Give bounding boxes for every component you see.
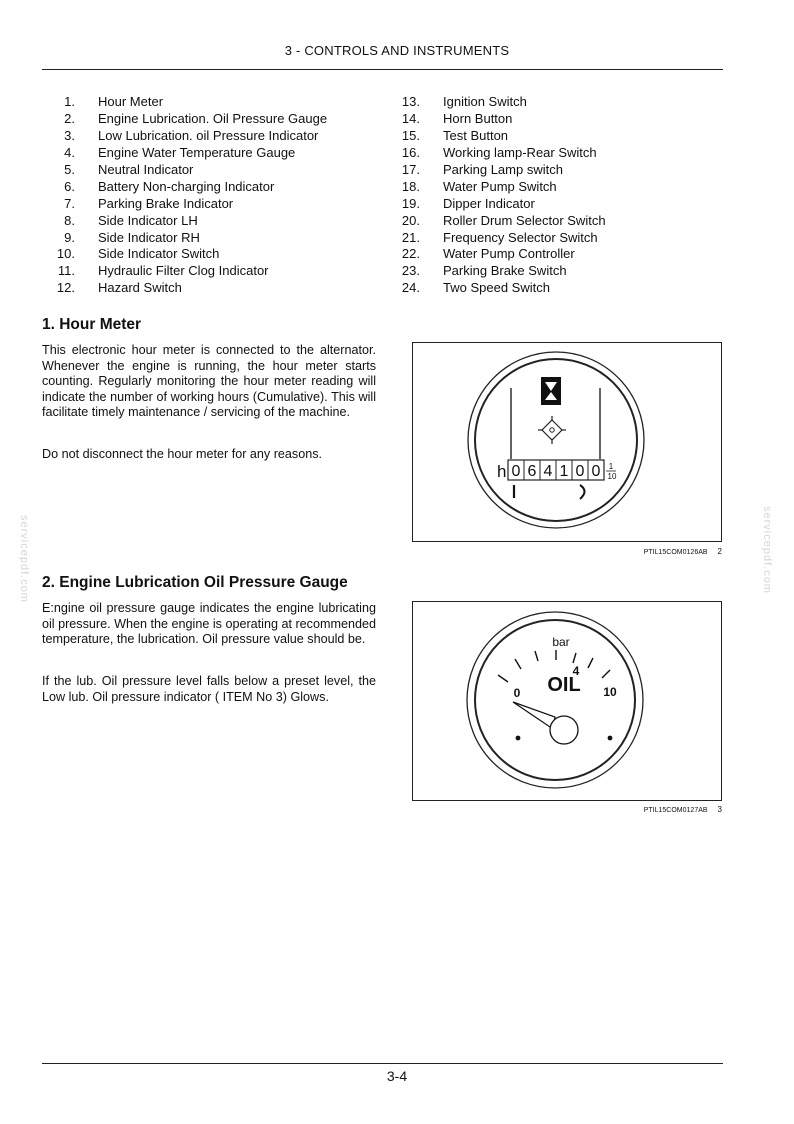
list-item: [42, 230, 327, 247]
item-number: 18.: [401, 178, 420, 194]
item-number: 4.: [64, 144, 75, 160]
item-label: Side Indicator RH: [98, 229, 200, 245]
item-number: 22.: [401, 246, 420, 262]
item-number: 12.: [56, 280, 75, 296]
list-item: [42, 246, 327, 263]
item-label: Engine Lubrication. Oil Pressure Gauge: [98, 110, 328, 126]
item-number: 17.: [401, 161, 420, 177]
list-item: [390, 246, 606, 263]
item-label: Horn Button: [443, 110, 513, 126]
list-item: [42, 111, 327, 128]
item-label: Side Indicator Switch: [98, 246, 220, 262]
header-divider: [42, 69, 723, 70]
section-title-oil-pressure-gauge: 2. Engine Lubrication Oil Pressure Gauge: [42, 574, 348, 591]
item-label: Engine Water Temperature Gauge: [98, 144, 296, 160]
list-item: [390, 145, 606, 162]
paragraph-oil-gauge-description: E:ngine oil pressure gauge indicates the engine lubricating oil pressure. When the engine is operating at recommended temperature, the lubrication. Oil pressure value should be.: [42, 601, 376, 647]
counter-digit: 0: [591, 463, 601, 480]
item-label: Water Pump Switch: [443, 178, 557, 194]
gauge-unit: bar: [552, 635, 570, 649]
item-label: Hazard Switch: [98, 280, 182, 296]
figure-hour-meter: [412, 342, 722, 542]
caption-code: PTIL15COM0126AB: [643, 549, 708, 556]
reset-mark-right: [580, 485, 585, 499]
gauge-scale-max: 10: [603, 685, 617, 699]
list-item: [42, 196, 327, 213]
list-item: [42, 145, 327, 162]
list-item: [42, 263, 327, 280]
item-number: 9.: [64, 229, 75, 245]
counter-prefix: h: [497, 462, 507, 481]
list-item: [390, 94, 606, 111]
watermark-left: servicepdf.com: [18, 515, 30, 603]
tenths-numerator: 1: [608, 462, 614, 471]
counter-digits: [508, 460, 604, 480]
item-label: Parking Lamp switch: [443, 161, 563, 177]
items-list-right: [390, 94, 606, 297]
item-label: Low Lubrication. oil Pressure Indicator: [98, 127, 319, 143]
item-number: 2.: [64, 110, 75, 126]
item-number: 21.: [401, 229, 420, 245]
item-label: Dipper Indicator: [443, 195, 535, 211]
page-number: 3-4: [386, 1068, 408, 1084]
list-item: [42, 128, 327, 145]
item-number: 10.: [56, 246, 75, 262]
caption-number: 2: [717, 547, 722, 556]
list-item: [42, 162, 327, 179]
item-label: Water Pump Controller: [443, 246, 575, 262]
item-number: 16.: [401, 144, 420, 160]
item-number: 8.: [64, 212, 75, 228]
gauge-dot-right: [608, 736, 613, 741]
item-label: Parking Brake Indicator: [98, 195, 234, 211]
item-label: Battery Non-charging Indicator: [98, 178, 275, 194]
paragraph-hour-meter-warning: Do not disconnect the hour meter for any reasons.: [42, 447, 323, 461]
caption-number: 3: [717, 805, 722, 814]
list-item: [390, 162, 606, 179]
figure-oil-pressure-gauge: [412, 601, 722, 801]
item-number: 23.: [401, 263, 420, 279]
item-label: Hydraulic Filter Clog Indicator: [98, 263, 269, 279]
gauge-label: OIL: [547, 674, 581, 696]
list-item: [390, 179, 606, 196]
items-list-left: [42, 94, 327, 297]
figure-caption-2: [560, 547, 722, 556]
gauge-scale-mid: 4: [572, 664, 580, 678]
item-label: Roller Drum Selector Switch: [443, 212, 606, 228]
list-item: [390, 230, 606, 247]
item-label: Hour Meter: [98, 94, 164, 109]
list-item: [42, 280, 327, 297]
item-label: Side Indicator LH: [98, 212, 198, 228]
gauge-scale-min: 0: [513, 686, 521, 700]
oil-gauge-illustration: [413, 602, 721, 800]
item-label: Frequency Selector Switch: [443, 229, 598, 245]
item-number: 19.: [401, 195, 420, 211]
diamond-indicator-icon: [538, 416, 566, 444]
paragraph-hour-meter-description: This electronic hour meter is connected to the alternator. Whenever the engine is running, the hour meter starts counting. Regularly monitoring the hour meter reading will indicate the number of working hours (Cumulative). This will facilitate timely maintenance / servicing of the machine.: [42, 343, 376, 420]
figure-caption-3: [560, 805, 722, 814]
list-item: [390, 280, 606, 297]
item-number: 15.: [401, 127, 420, 143]
item-number: 5.: [64, 161, 75, 177]
item-number: 6.: [64, 178, 75, 194]
item-label: Two Speed Switch: [443, 280, 550, 296]
item-number: 1.: [64, 94, 75, 109]
item-number: 7.: [64, 195, 75, 211]
counter-digit: 0: [511, 463, 521, 480]
counter-digit: 4: [543, 463, 553, 480]
item-label: Test Button: [443, 127, 509, 143]
gauge-needle: [513, 702, 578, 744]
caption-code: PTIL15COM0127AB: [643, 807, 708, 814]
list-item: [390, 128, 606, 145]
item-number: 14.: [401, 110, 420, 126]
item-label: Parking Brake Switch: [443, 263, 567, 279]
item-number: 13.: [401, 94, 420, 109]
item-label: Neutral Indicator: [98, 161, 194, 177]
footer-divider: [42, 1063, 723, 1064]
list-item: [390, 263, 606, 280]
list-item: [42, 94, 327, 111]
item-number: 24.: [401, 280, 420, 296]
counter-digit: 0: [575, 463, 585, 480]
list-item: [42, 179, 327, 196]
list-item: [390, 196, 606, 213]
hourglass-icon: [541, 377, 561, 405]
watermark-right: servicepdf.com: [761, 506, 773, 594]
tenths-denominator: 10: [607, 472, 617, 481]
item-number: 3.: [64, 127, 75, 143]
hour-meter-illustration: [413, 343, 721, 541]
item-number: 11.: [57, 263, 75, 279]
counter-digit: 6: [527, 463, 537, 480]
paragraph-oil-gauge-warning: If the lub. Oil pressure level falls below a preset level, the Low lub. Oil pressure indicator ( ITEM No 3) Glows.: [42, 674, 376, 704]
item-label: Ignition Switch: [443, 94, 527, 109]
item-number: 20.: [401, 212, 420, 228]
gauge-dot-left: [516, 736, 521, 741]
counter-digit: 1: [559, 463, 569, 480]
item-label: Working lamp-Rear Switch: [443, 144, 597, 160]
list-item: [390, 213, 606, 230]
section-title-hour-meter: 1. Hour Meter: [42, 316, 142, 333]
page-header-title: 3 - CONTROLS AND INSTRUMENTS: [284, 43, 510, 58]
list-item: [42, 213, 327, 230]
list-item: [390, 111, 606, 128]
